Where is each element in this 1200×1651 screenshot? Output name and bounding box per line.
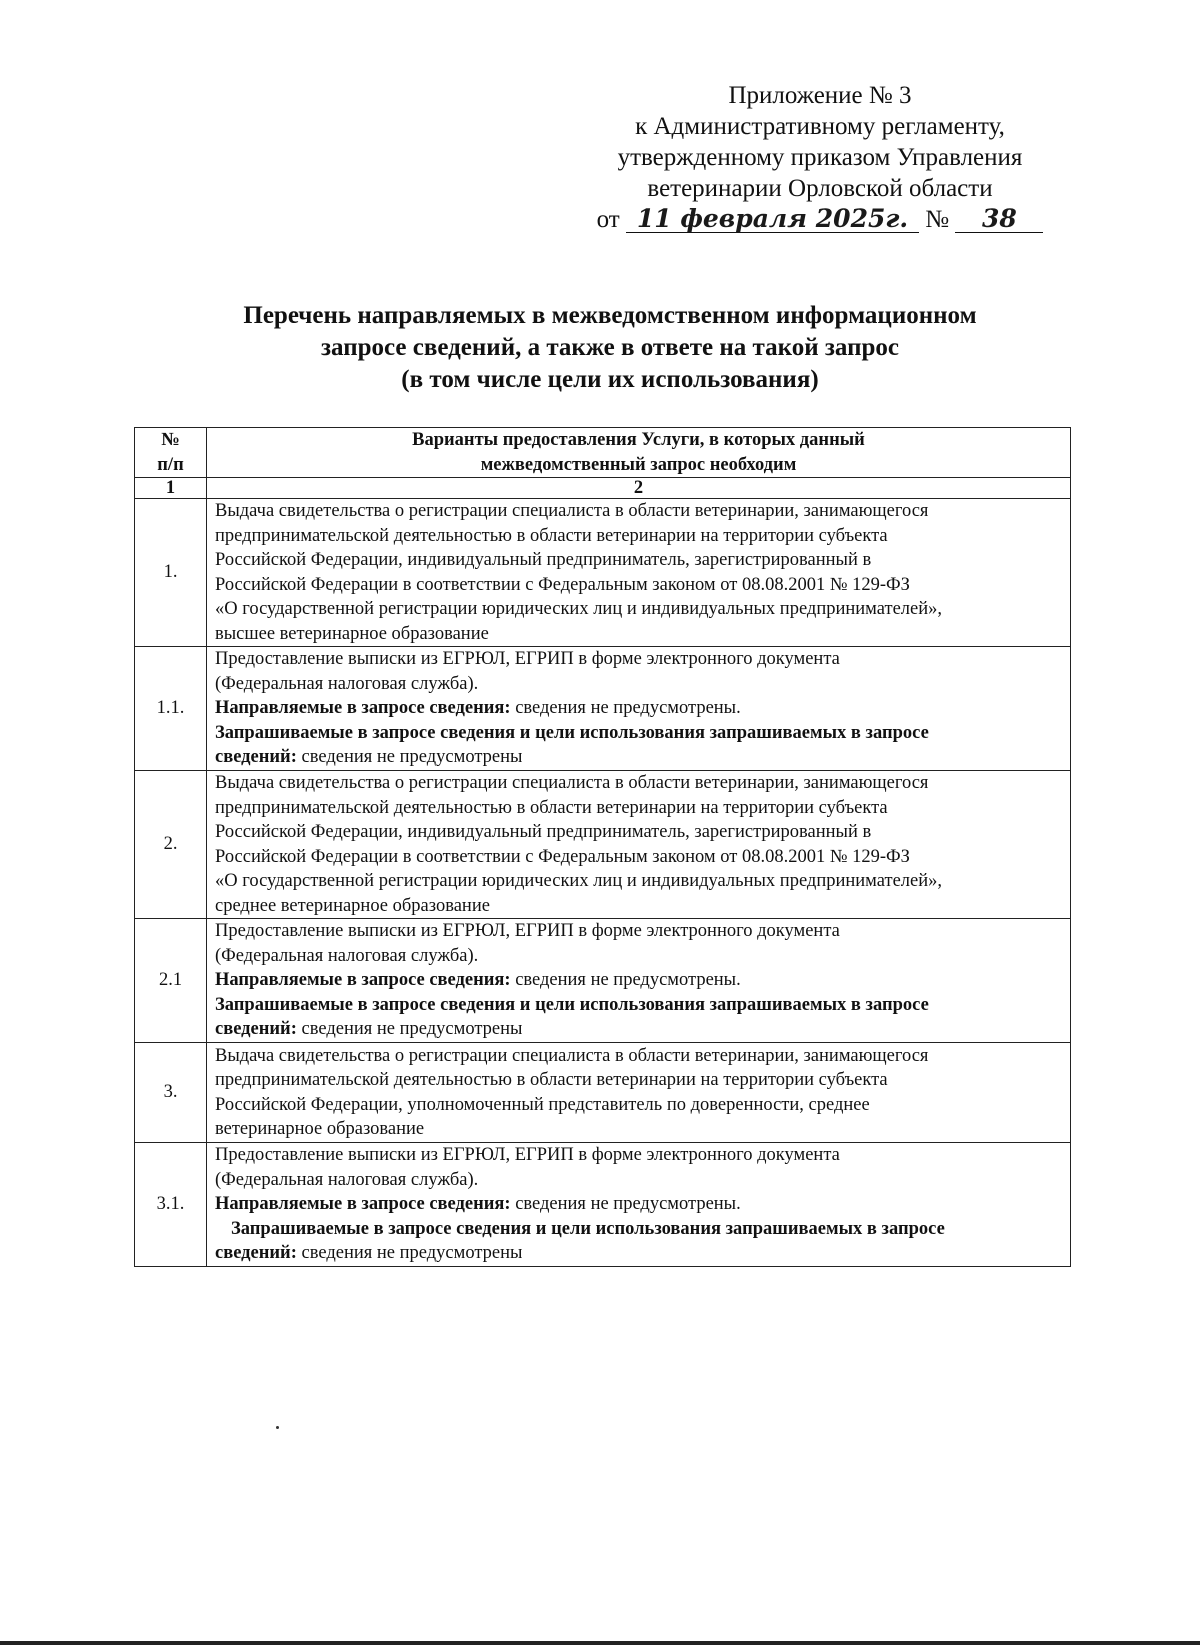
row-description: [207, 647, 1071, 771]
table-row: [135, 1143, 1071, 1267]
requested-info-value: сведения не предусмотрены: [296, 747, 523, 768]
index-col-1: 1: [135, 478, 207, 499]
title-line-3: (в том числе цели их использования): [401, 366, 819, 393]
row-number: 3.1.: [135, 1143, 207, 1267]
row-text-line: Предоставление выписки из ЕГРЮЛ, ЕГРИП в форме электронного документа: [215, 649, 840, 670]
header-variants-line-2: межведомственный запрос необходим: [480, 454, 797, 475]
index-col-2: 2: [207, 478, 1071, 499]
sent-info-line: [215, 696, 1062, 721]
row-text-line: ветеринарное образование: [215, 1119, 425, 1139]
requested-info-label: сведений:: [215, 1019, 297, 1040]
row-description: [207, 771, 1071, 919]
table-index-row: [135, 478, 1071, 499]
requested-info-label: сведений:: [215, 1243, 297, 1264]
title-line-2: запросе сведений, а также в ответе на такой запрос: [321, 334, 899, 361]
title-line-1: Перечень направляемых в межведомственном информационном: [243, 302, 977, 329]
scan-speck: [276, 1426, 279, 1429]
sent-info-label: Направляемые в запросе сведения:: [215, 1194, 511, 1215]
row-description: [207, 499, 1071, 647]
row-number: 2.1: [135, 919, 207, 1043]
header-num-pp: п/п: [157, 454, 184, 475]
row-text-line: Российской Федерации, индивидуальный предприниматель, зарегистрированный в: [215, 550, 872, 570]
row-text-line: (Федеральная налоговая служба).: [215, 673, 479, 694]
row-text-line: предпринимательской деятельностью в области ветеринарии на территории субъекта: [215, 1070, 888, 1090]
table-row: [135, 919, 1071, 1043]
table-row: [135, 647, 1071, 771]
sent-info-value: сведения не предусмотрены.: [510, 1194, 741, 1215]
scan-edge-line: [0, 1641, 1200, 1645]
row-description: [207, 1143, 1071, 1267]
row-text-line: (Федеральная налоговая служба).: [215, 1169, 479, 1190]
table-row: [135, 499, 1071, 647]
row-number: 1.: [135, 499, 207, 647]
table-row: [135, 1043, 1071, 1143]
appendix-number: Приложение № 3: [728, 82, 912, 109]
row-text-line: высшее ветеринарное образование: [215, 623, 489, 644]
handwritten-date: 11 февраля 2025г.: [626, 206, 919, 233]
header-num-sign: №: [161, 430, 180, 450]
requested-info-label: Запрашиваемые в запросе сведения и цели использования запрашиваемых в запросе: [215, 722, 929, 743]
row-text-line: Выдача свидетельства о регистрации специалиста в области ветеринарии, занимающегося: [215, 501, 929, 521]
row-text-line: Предоставление выписки из ЕГРЮЛ, ЕГРИП в форме электронного документа: [215, 921, 840, 942]
sent-info-value: сведения не предусмотрены.: [510, 970, 741, 991]
row-text-line: (Федеральная налоговая служба).: [215, 945, 479, 966]
row-text-line: Выдача свидетельства о регистрации специалиста в области ветеринарии, занимающегося: [215, 1045, 929, 1066]
row-text-line: Выдача свидетельства о регистрации специалиста в области ветеринарии, занимающегося: [215, 773, 929, 793]
appendix-regulation: к Административному регламенту,: [635, 113, 1005, 140]
appendix-header: [560, 80, 1080, 235]
row-text-line: «О государственной регистрации юридических лиц и индивидуальных предпринимателей»,: [215, 599, 943, 619]
from-label: от: [596, 206, 620, 233]
row-number: 1.1.: [135, 647, 207, 771]
row-text-line: Российской Федерации в соответствии с Федеральным законом от 08.08.2001 № 129-ФЗ: [215, 574, 910, 595]
row-text-line: Российской Федерации в соответствии с Федеральным законом от 08.08.2001 № 129-ФЗ: [215, 846, 910, 867]
sent-info-line: [215, 1192, 1062, 1217]
sent-info-label: Направляемые в запросе сведения:: [215, 970, 511, 991]
table-header-row: [135, 428, 1071, 478]
row-text-line: среднее ветеринарное образование: [215, 895, 490, 916]
row-text-line: Предоставление выписки из ЕГРЮЛ, ЕГРИП в форме электронного документа: [215, 1145, 840, 1166]
row-description: [207, 919, 1071, 1043]
handwritten-number: 38: [955, 206, 1043, 233]
requested-info-label: сведений:: [215, 747, 297, 768]
requested-info-line: [215, 1017, 1062, 1042]
sent-info-label: Направляемые в запросе сведения:: [215, 698, 511, 719]
row-text-line: предпринимательской деятельностью в области ветеринарии на территории субъекта: [215, 797, 888, 818]
row-text-line: предпринимательской деятельностью в области ветеринарии на территории субъекта: [215, 525, 888, 546]
appendix-department: ветеринарии Орловской области: [647, 175, 993, 202]
row-text-line: «О государственной регистрации юридических лиц и индивидуальных предпринимателей»,: [215, 871, 943, 891]
row-text-line: Российской Федерации, индивидуальный предприниматель, зарегистрированный в: [215, 822, 872, 842]
header-num: [135, 428, 207, 478]
row-text-line: Российской Федерации, уполномоченный представитель по доверенности, среднее: [215, 1094, 870, 1115]
requested-info-line: [215, 721, 1062, 746]
sent-info-value: сведения не предусмотрены.: [510, 698, 741, 719]
header-variants: [207, 428, 1071, 478]
requested-info-line: [215, 993, 1062, 1018]
document-title: [130, 300, 1090, 396]
requested-info-label: Запрашиваемые в запросе сведения и цели использования запрашиваемых в запросе: [215, 994, 929, 1015]
requested-info-label: Запрашиваемые в запросе сведения и цели использования запрашиваемых в запросе: [231, 1218, 945, 1239]
requested-info-line: [215, 1217, 1062, 1242]
requested-info-value: сведения не предусмотрены: [296, 1243, 523, 1264]
table-row: [135, 771, 1071, 919]
row-number: 3.: [135, 1043, 207, 1143]
appendix-approved: утвержденному приказом Управления: [617, 144, 1023, 171]
requested-info-line: [215, 745, 1062, 770]
sent-info-line: [215, 968, 1062, 993]
requested-info-line: [215, 1241, 1062, 1266]
number-label: №: [925, 206, 950, 233]
requests-table: [134, 427, 1071, 1267]
row-number: 2.: [135, 771, 207, 919]
appendix-date-line: [560, 204, 1080, 235]
row-description: [207, 1043, 1071, 1143]
header-variants-line-1: Варианты предоставления Услуги, в которых данный: [412, 430, 865, 450]
requested-info-value: сведения не предусмотрены: [296, 1019, 523, 1040]
